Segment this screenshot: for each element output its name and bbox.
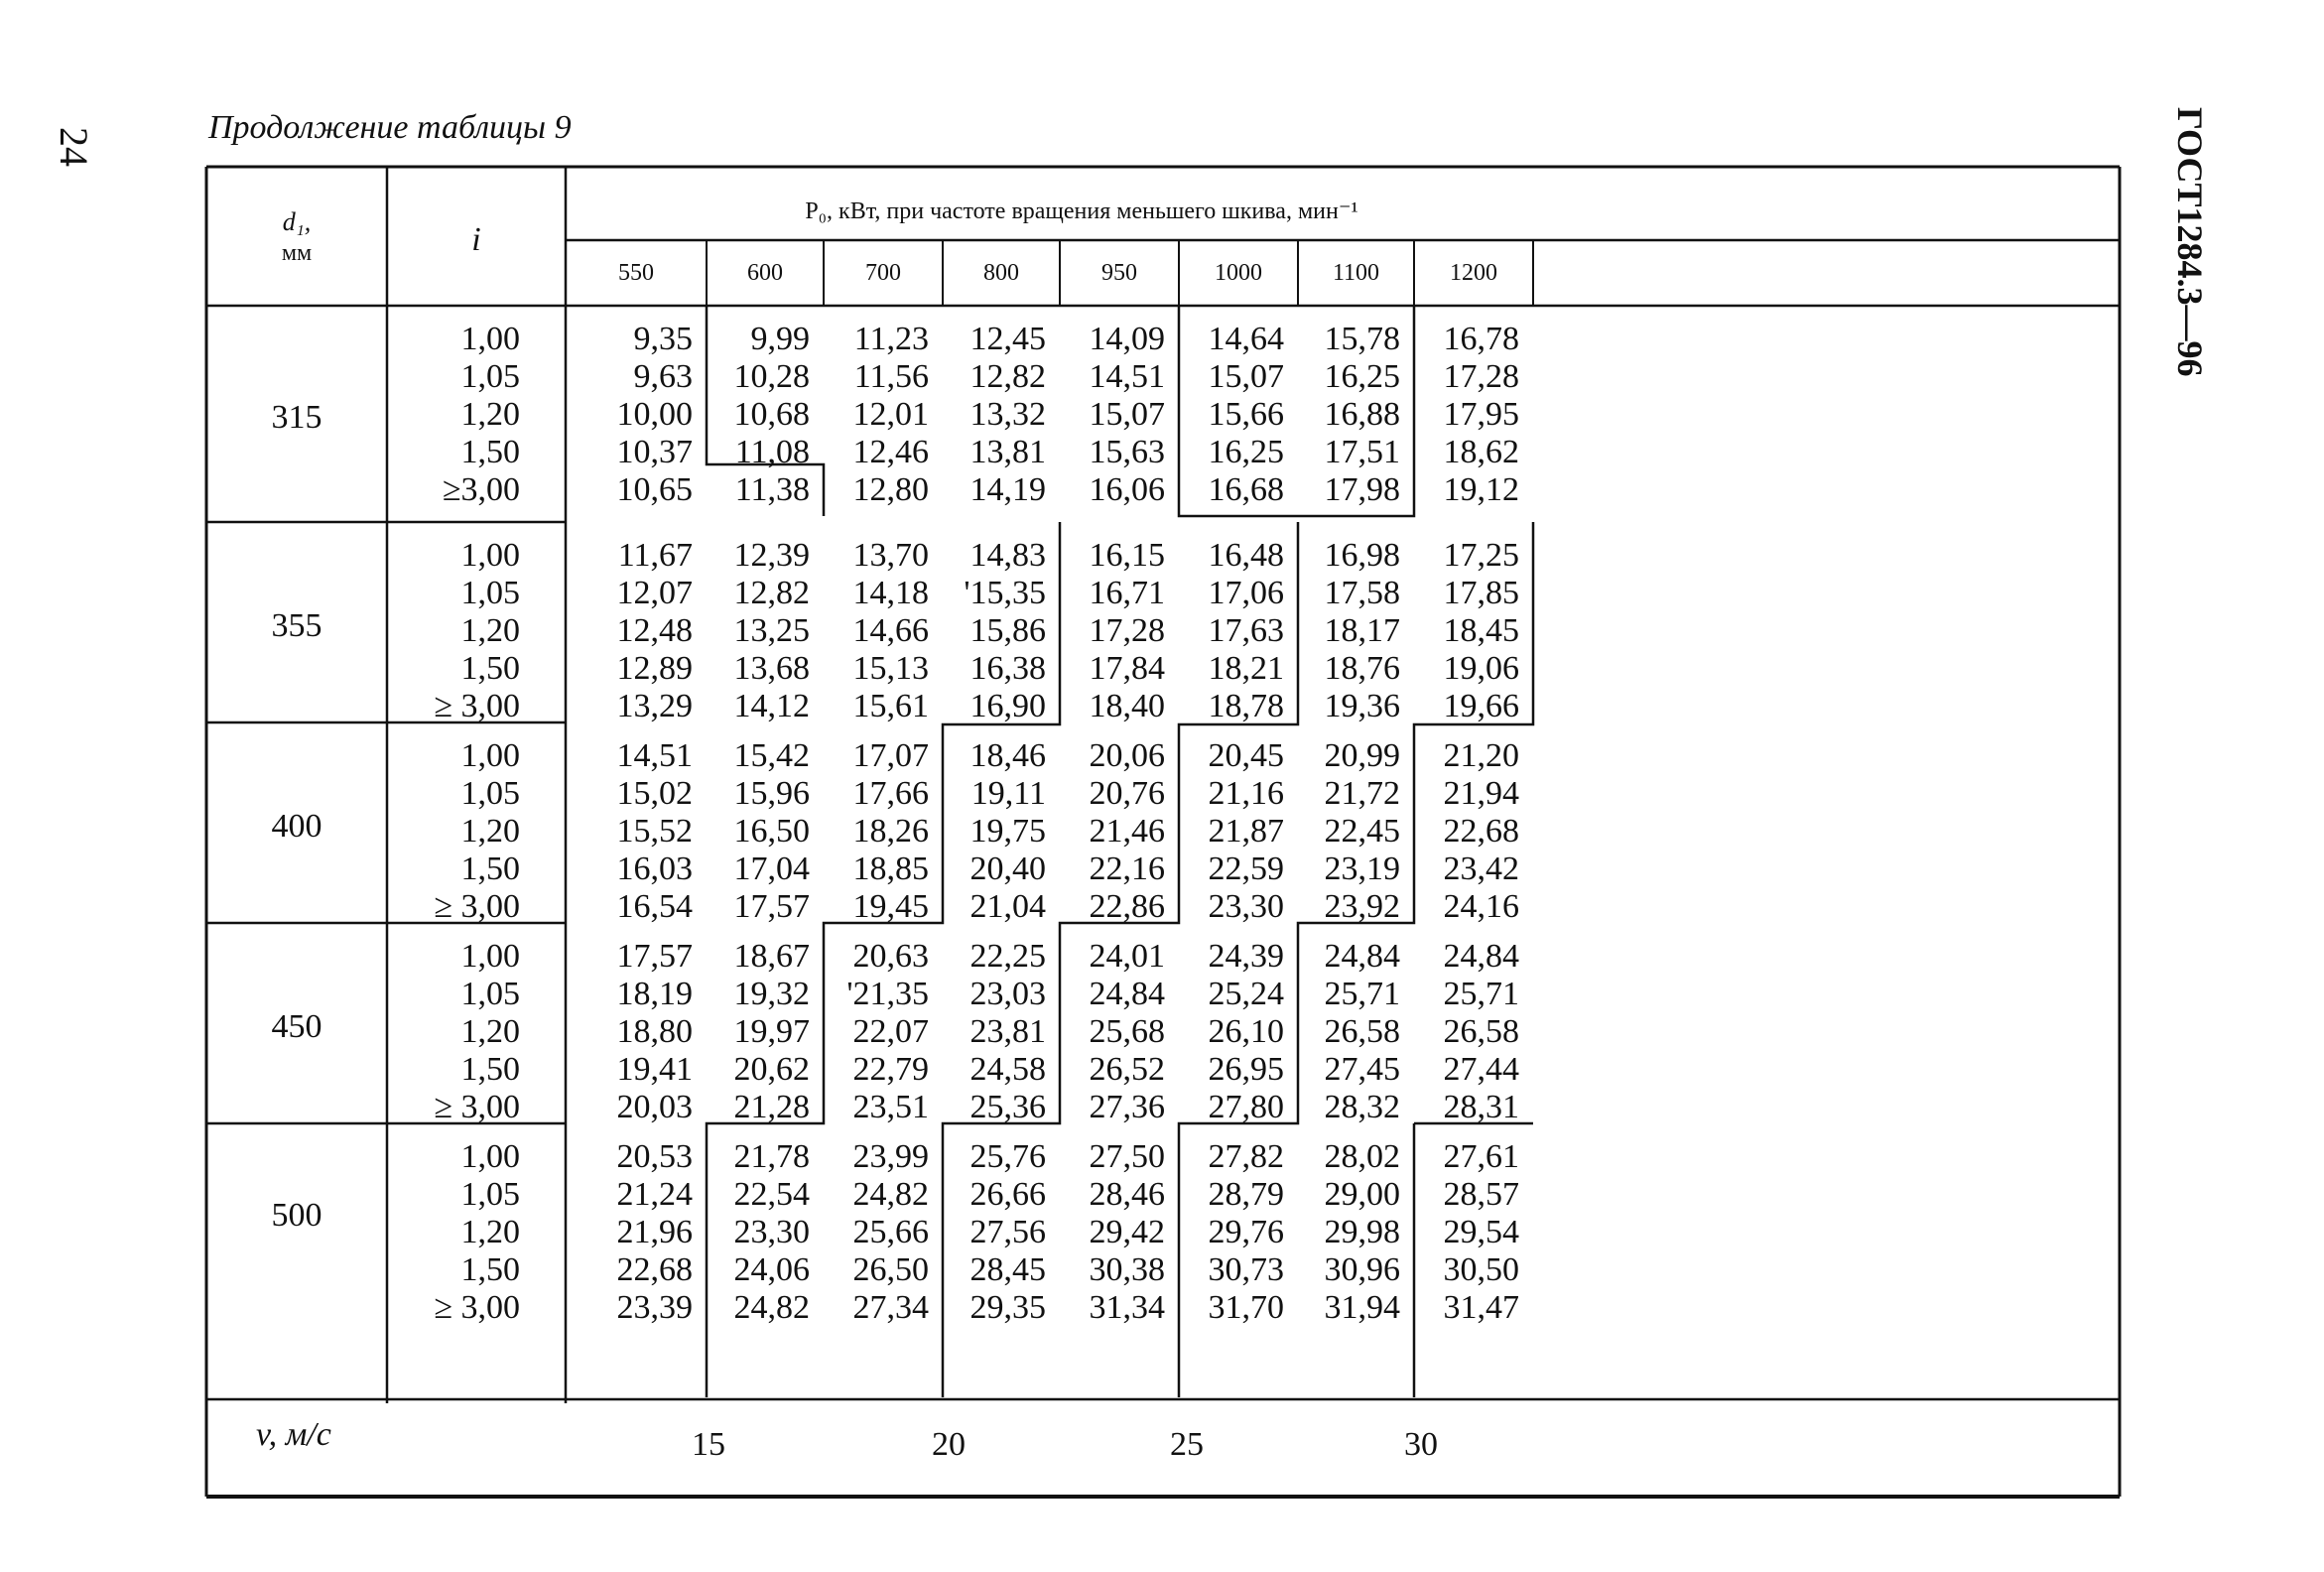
speed-header-950: 950 xyxy=(1101,260,1137,286)
power-value: 15,78 xyxy=(1324,321,1400,357)
table-caption: Продолжение таблицы 9 xyxy=(208,109,572,146)
ratio-value: 1,20 xyxy=(460,1013,520,1050)
power-value: 26,58 xyxy=(1324,1013,1400,1050)
power-value: 26,58 xyxy=(1443,1013,1519,1050)
speed-header-1200: 1200 xyxy=(1450,260,1497,286)
ratio-value: ≥ 3,00 xyxy=(434,888,520,925)
power-value: 22,45 xyxy=(1324,813,1400,850)
power-value: 16,78 xyxy=(1443,321,1519,357)
power-value: 14,19 xyxy=(969,471,1046,508)
power-value: 19,97 xyxy=(733,1013,810,1050)
speed-header-1100: 1100 xyxy=(1332,260,1380,286)
power-value: 31,34 xyxy=(1089,1289,1165,1326)
ratio-value: 1,05 xyxy=(460,775,520,812)
power-value: 28,32 xyxy=(1324,1089,1400,1125)
power-value: 23,99 xyxy=(852,1138,929,1175)
velocity-mark-20: 20 xyxy=(932,1426,966,1463)
power-value: 12,48 xyxy=(616,612,693,649)
power-value: 18,67 xyxy=(733,938,810,975)
power-value: 25,76 xyxy=(969,1138,1046,1175)
power-value: 16,38 xyxy=(969,650,1046,687)
diameter-315: 315 xyxy=(271,399,323,436)
power-value: 30,96 xyxy=(1324,1251,1400,1288)
power-value: 18,17 xyxy=(1324,612,1400,649)
power-value: 10,68 xyxy=(733,396,810,433)
power-value: 29,76 xyxy=(1208,1214,1284,1250)
ratio-value: 1,20 xyxy=(460,612,520,649)
power-value: 22,25 xyxy=(969,938,1046,975)
power-value: 10,65 xyxy=(616,471,693,508)
power-value: 27,44 xyxy=(1443,1051,1519,1088)
ratio-value: 1,05 xyxy=(460,575,520,611)
power-value: 12,89 xyxy=(616,650,693,687)
power-value: 19,41 xyxy=(616,1051,693,1088)
power-value: 30,73 xyxy=(1208,1251,1284,1288)
power-value: 14,51 xyxy=(616,737,693,774)
power-value: 14,12 xyxy=(733,688,810,724)
power-value: 23,92 xyxy=(1324,888,1400,925)
power-value: 18,21 xyxy=(1208,650,1284,687)
power-value: 17,98 xyxy=(1324,471,1400,508)
power-value: 19,11 xyxy=(970,775,1046,812)
power-value: 15,61 xyxy=(852,688,929,724)
power-value: 15,52 xyxy=(616,813,693,850)
power-value: 20,99 xyxy=(1324,737,1400,774)
power-value: '21,35 xyxy=(846,976,929,1012)
velocity-mark-15: 15 xyxy=(692,1426,725,1463)
power-value: 15,96 xyxy=(733,775,810,812)
power-value: 20,63 xyxy=(852,938,929,975)
power-value: 15,07 xyxy=(1208,358,1284,395)
power-value: 18,19 xyxy=(616,976,693,1012)
power-value: 31,94 xyxy=(1324,1289,1400,1326)
ratio-value: 1,50 xyxy=(460,1251,520,1288)
ratio-value: 1,50 xyxy=(460,650,520,687)
power-value: 24,39 xyxy=(1208,938,1284,975)
power-value: 14,18 xyxy=(852,575,929,611)
power-value: 21,78 xyxy=(733,1138,810,1175)
power-value: 11,56 xyxy=(853,358,929,395)
power-value: 17,06 xyxy=(1208,575,1284,611)
power-value: 15,86 xyxy=(969,612,1046,649)
power-value: 12,82 xyxy=(733,575,810,611)
power-value: 31,70 xyxy=(1208,1289,1284,1326)
power-value: 18,46 xyxy=(969,737,1046,774)
power-value: 22,54 xyxy=(733,1176,810,1213)
ratio-value: 1,50 xyxy=(460,434,520,470)
power-value: 16,98 xyxy=(1324,537,1400,574)
power-value: 25,66 xyxy=(852,1214,929,1250)
power-value: 24,84 xyxy=(1443,938,1519,975)
power-value: 17,57 xyxy=(733,888,810,925)
power-value: 23,30 xyxy=(733,1214,810,1250)
power-value: 11,67 xyxy=(617,537,693,574)
power-value: 26,10 xyxy=(1208,1013,1284,1050)
power-value: 27,61 xyxy=(1443,1138,1519,1175)
power-value: 14,66 xyxy=(852,612,929,649)
power-value: 24,58 xyxy=(969,1051,1046,1088)
power-value: 23,81 xyxy=(969,1013,1046,1050)
power-value: 9,99 xyxy=(750,321,810,357)
power-value: 18,85 xyxy=(852,851,929,887)
power-value: 17,58 xyxy=(1324,575,1400,611)
power-value: 19,45 xyxy=(852,888,929,925)
power-value: 19,66 xyxy=(1443,688,1519,724)
power-value: 12,82 xyxy=(969,358,1046,395)
power-value: 17,04 xyxy=(733,851,810,887)
power-value: 11,23 xyxy=(853,321,929,357)
power-value: 24,84 xyxy=(1089,976,1165,1012)
power-value: 25,68 xyxy=(1089,1013,1165,1050)
power-value: 12,80 xyxy=(852,471,929,508)
power-value: 22,68 xyxy=(1443,813,1519,850)
ratio-value: ≥3,00 xyxy=(442,471,520,508)
ratio-value: 1,20 xyxy=(460,396,520,433)
power-value: 27,82 xyxy=(1208,1138,1284,1175)
power-value: 16,06 xyxy=(1089,471,1165,508)
power-value: 13,25 xyxy=(733,612,810,649)
power-value: 26,52 xyxy=(1089,1051,1165,1088)
diameter-500: 500 xyxy=(271,1197,323,1234)
power-value: 15,66 xyxy=(1208,396,1284,433)
power-value: 21,46 xyxy=(1089,813,1165,850)
power-value: 19,06 xyxy=(1443,650,1519,687)
power-value: 28,02 xyxy=(1324,1138,1400,1175)
power-value: 20,76 xyxy=(1089,775,1165,812)
power-value: 28,31 xyxy=(1443,1089,1519,1125)
power-value: 18,76 xyxy=(1324,650,1400,687)
ratio-value: 1,00 xyxy=(460,537,520,574)
power-value: 16,68 xyxy=(1208,471,1284,508)
power-value: 16,50 xyxy=(733,813,810,850)
power-value: 20,40 xyxy=(969,851,1046,887)
power-value: 17,63 xyxy=(1208,612,1284,649)
speed-header-600: 600 xyxy=(747,260,783,286)
power-value: 15,07 xyxy=(1089,396,1165,433)
power-value: 25,71 xyxy=(1443,976,1519,1012)
power-value: 15,02 xyxy=(616,775,693,812)
power-value: 23,51 xyxy=(852,1089,929,1125)
power-value: 17,84 xyxy=(1089,650,1165,687)
d-unit: мм xyxy=(281,240,313,266)
power-value: 17,66 xyxy=(852,775,929,812)
ratio-value: ≥ 3,00 xyxy=(434,688,520,724)
power-value: 16,54 xyxy=(616,888,693,925)
power-value: 24,01 xyxy=(1089,938,1165,975)
power-value: 12,45 xyxy=(969,321,1046,357)
power-value: 17,07 xyxy=(852,737,929,774)
power-value: 18,78 xyxy=(1208,688,1284,724)
power-value: 24,82 xyxy=(733,1289,810,1326)
power-value: 16,48 xyxy=(1208,537,1284,574)
power-value: 31,47 xyxy=(1443,1289,1519,1326)
power-value: 12,46 xyxy=(852,434,929,470)
power-value: 17,57 xyxy=(616,938,693,975)
i-label: i xyxy=(471,221,481,258)
power-value: 26,95 xyxy=(1208,1051,1284,1088)
power-value: 26,66 xyxy=(969,1176,1046,1213)
power-value: 22,68 xyxy=(616,1251,693,1288)
power-value: 24,82 xyxy=(852,1176,929,1213)
velocity-label: v, м/с xyxy=(256,1416,331,1453)
power-value: 16,03 xyxy=(616,851,693,887)
power-value: '15,35 xyxy=(964,575,1046,611)
speed-header-700: 700 xyxy=(865,260,901,286)
power-value: 22,86 xyxy=(1089,888,1165,925)
power-value: 15,42 xyxy=(733,737,810,774)
power-value: 18,26 xyxy=(852,813,929,850)
power-value: 13,32 xyxy=(969,396,1046,433)
power-value: 21,04 xyxy=(969,888,1046,925)
power-value: 23,42 xyxy=(1443,851,1519,887)
power-value: 22,79 xyxy=(852,1051,929,1088)
power-value: 10,37 xyxy=(616,434,693,470)
power-value: 17,95 xyxy=(1443,396,1519,433)
diameter-450: 450 xyxy=(271,1008,323,1045)
power-value: 9,63 xyxy=(633,358,693,395)
power-value: 20,53 xyxy=(616,1138,693,1175)
power-value: 13,29 xyxy=(616,688,693,724)
ratio-value: 1,00 xyxy=(460,938,520,975)
power-value: 17,25 xyxy=(1443,537,1519,574)
speed-header-550: 550 xyxy=(618,260,654,286)
power-value: 28,46 xyxy=(1089,1176,1165,1213)
power-value: 27,34 xyxy=(852,1289,929,1326)
power-value: 29,98 xyxy=(1324,1214,1400,1250)
power-value: 16,88 xyxy=(1324,396,1400,433)
power-value: 29,00 xyxy=(1324,1176,1400,1213)
power-value: 12,39 xyxy=(733,537,810,574)
power-value: 19,75 xyxy=(969,813,1046,850)
power-value: 20,03 xyxy=(616,1089,693,1125)
speed-header-1000: 1000 xyxy=(1215,260,1262,286)
power-value: 23,03 xyxy=(969,976,1046,1012)
power-value: 17,85 xyxy=(1443,575,1519,611)
power-value: 25,36 xyxy=(969,1089,1046,1125)
standard-code: ГОСТ1284.3—96 xyxy=(2170,107,2210,377)
power-value: 22,59 xyxy=(1208,851,1284,887)
power-value: 13,81 xyxy=(969,434,1046,470)
power-value: 25,71 xyxy=(1324,976,1400,1012)
power-value: 9,35 xyxy=(633,321,693,357)
power-value: 24,06 xyxy=(733,1251,810,1288)
power-value: 22,16 xyxy=(1089,851,1165,887)
power-value: 28,57 xyxy=(1443,1176,1519,1213)
power-value: 20,06 xyxy=(1089,737,1165,774)
power-value: 14,64 xyxy=(1208,321,1284,357)
ratio-value: 1,00 xyxy=(460,737,520,774)
power-value: 30,38 xyxy=(1089,1251,1165,1288)
power-value: 27,80 xyxy=(1208,1089,1284,1125)
power-value: 24,84 xyxy=(1324,938,1400,975)
power-value: 17,51 xyxy=(1324,434,1400,470)
power-value: 29,42 xyxy=(1089,1214,1165,1250)
power-value: 21,28 xyxy=(733,1089,810,1125)
power-value: 11,08 xyxy=(734,434,810,470)
velocity-mark-25: 25 xyxy=(1170,1426,1204,1463)
power-value: 21,16 xyxy=(1208,775,1284,812)
power-value: 27,36 xyxy=(1089,1089,1165,1125)
power-value: 16,71 xyxy=(1089,575,1165,611)
power-value: 12,01 xyxy=(852,396,929,433)
ratio-value: ≥ 3,00 xyxy=(434,1089,520,1125)
power-value: 25,24 xyxy=(1208,976,1284,1012)
power-value: 21,24 xyxy=(616,1176,693,1213)
power-value: 19,32 xyxy=(733,976,810,1012)
power-value: 27,50 xyxy=(1089,1138,1165,1175)
power-value: 14,09 xyxy=(1089,321,1165,357)
velocity-mark-30: 30 xyxy=(1404,1426,1438,1463)
power-value: 21,87 xyxy=(1208,813,1284,850)
power-value: 29,54 xyxy=(1443,1214,1519,1250)
power-value: 10,28 xyxy=(733,358,810,395)
ratio-value: 1,20 xyxy=(460,813,520,850)
ratio-value: ≥ 3,00 xyxy=(434,1289,520,1326)
ratio-value: 1,05 xyxy=(460,1176,520,1213)
ratio-value: 1,05 xyxy=(460,358,520,395)
power-value: 13,70 xyxy=(852,537,929,574)
power-value: 29,35 xyxy=(969,1289,1046,1326)
power-value: 24,16 xyxy=(1443,888,1519,925)
power-value: 28,45 xyxy=(969,1251,1046,1288)
power-value: 14,51 xyxy=(1089,358,1165,395)
power-value: 12,07 xyxy=(616,575,693,611)
power-value: 23,39 xyxy=(616,1289,693,1326)
ratio-value: 1,05 xyxy=(460,976,520,1012)
power-value: 15,13 xyxy=(852,650,929,687)
power-value: 20,62 xyxy=(733,1051,810,1088)
ratio-value: 1,50 xyxy=(460,851,520,887)
power-value: 17,28 xyxy=(1089,612,1165,649)
power-value: 18,80 xyxy=(616,1013,693,1050)
power-value: 21,94 xyxy=(1443,775,1519,812)
power-value: 16,25 xyxy=(1324,358,1400,395)
ratio-value: 1,20 xyxy=(460,1214,520,1250)
power-value: 15,63 xyxy=(1089,434,1165,470)
power-value: 20,45 xyxy=(1208,737,1284,774)
power-value: 18,40 xyxy=(1089,688,1165,724)
power-value: 10,00 xyxy=(616,396,693,433)
power-value: 23,19 xyxy=(1324,851,1400,887)
power-value: 17,28 xyxy=(1443,358,1519,395)
ratio-value: 1,50 xyxy=(460,1051,520,1088)
ratio-value: 1,00 xyxy=(460,321,520,357)
d-label: d₁, xyxy=(282,207,312,236)
power-value: 22,07 xyxy=(852,1013,929,1050)
power-value: 21,96 xyxy=(616,1214,693,1250)
power-value: 13,68 xyxy=(733,650,810,687)
power-value: 19,36 xyxy=(1324,688,1400,724)
power-value: 23,30 xyxy=(1208,888,1284,925)
page-number: 24 xyxy=(52,127,96,167)
power-value: 19,12 xyxy=(1443,471,1519,508)
power-value: 28,79 xyxy=(1208,1176,1284,1213)
power-value: 21,20 xyxy=(1443,737,1519,774)
power-value: 16,90 xyxy=(969,688,1046,724)
power-value: 16,15 xyxy=(1089,537,1165,574)
power-value: 18,62 xyxy=(1443,434,1519,470)
power-value: 27,45 xyxy=(1324,1051,1400,1088)
speed-header-800: 800 xyxy=(983,260,1019,286)
diameter-400: 400 xyxy=(271,808,323,845)
diameter-355: 355 xyxy=(271,607,323,644)
power-value: 26,50 xyxy=(852,1251,929,1288)
power-value: 21,72 xyxy=(1324,775,1400,812)
power-value: 27,56 xyxy=(969,1214,1046,1250)
power-value: 11,38 xyxy=(734,471,810,508)
power-value: 30,50 xyxy=(1443,1251,1519,1288)
power-header: P₀, кВт, при частоте вращения меньшего шкива, мин⁻¹ xyxy=(805,198,1358,224)
power-value: 16,25 xyxy=(1208,434,1284,470)
power-value: 14,83 xyxy=(969,537,1046,574)
power-value: 18,45 xyxy=(1443,612,1519,649)
ratio-value: 1,00 xyxy=(460,1138,520,1175)
